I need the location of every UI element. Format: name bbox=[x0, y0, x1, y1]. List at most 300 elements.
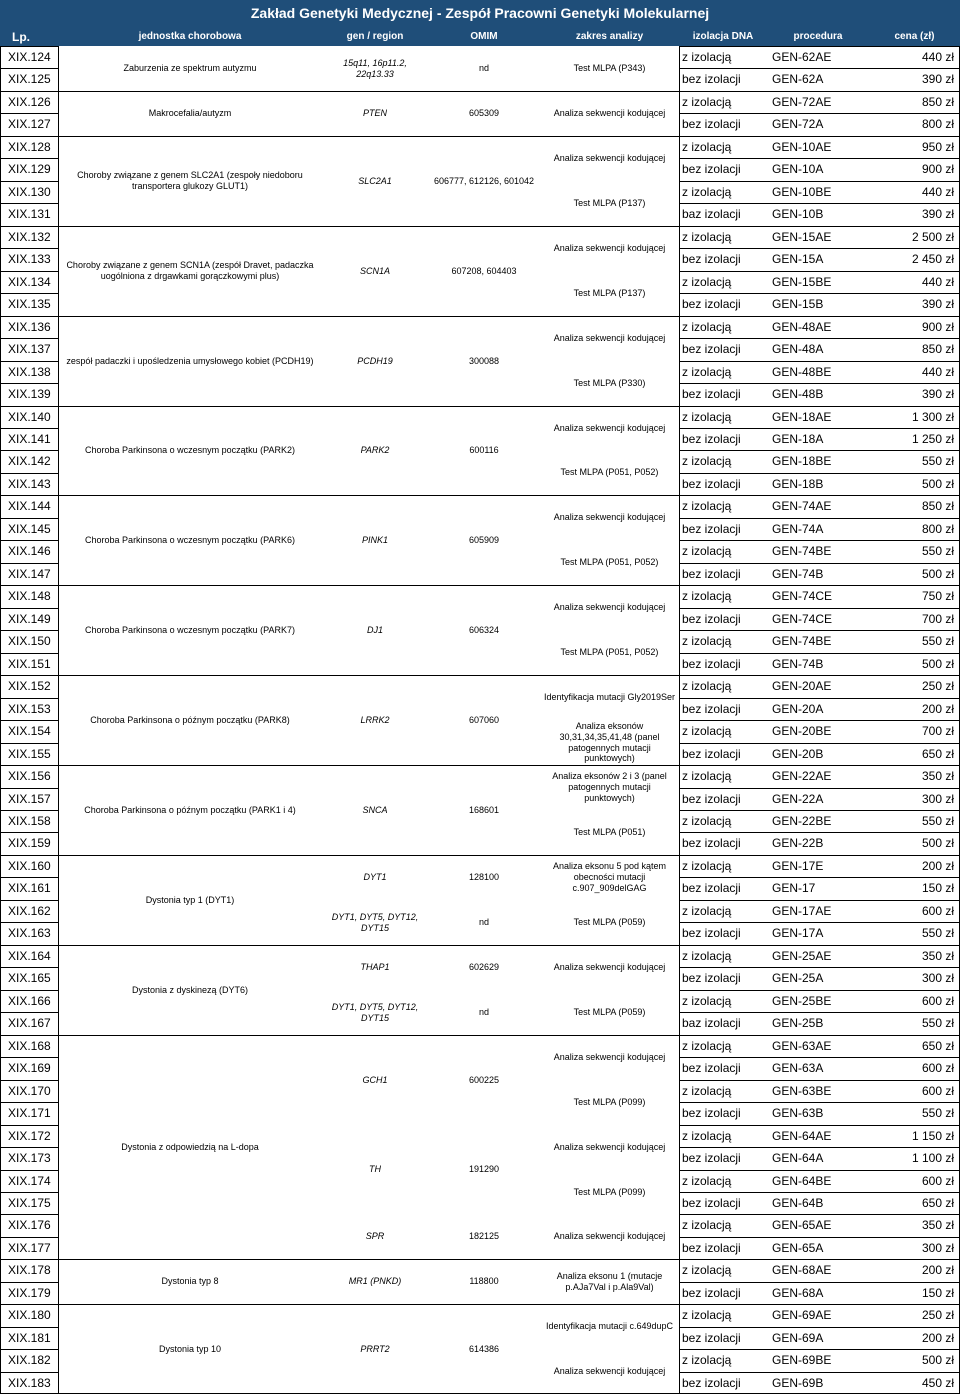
price-cell: 1 250 zł bbox=[911, 431, 954, 446]
row-divider bbox=[679, 1327, 960, 1328]
row-divider bbox=[0, 383, 58, 384]
group-divider bbox=[58, 855, 679, 856]
gene-region: 15q11, 16p11.2, 22q13.33 bbox=[343, 57, 407, 79]
row-number: XIX.140 bbox=[8, 409, 51, 424]
isolation-cell: bez izolacji bbox=[682, 162, 741, 177]
price-cell: 850 zł bbox=[921, 342, 954, 357]
isolation-cell: bez izolacji bbox=[682, 117, 741, 132]
row-divider bbox=[679, 1057, 960, 1058]
row-number: XIX.177 bbox=[8, 1240, 51, 1255]
price-cell: 600 zł bbox=[921, 903, 954, 918]
row-divider bbox=[0, 698, 58, 699]
procedure-code: GEN-20BE bbox=[772, 724, 832, 739]
analysis-scope: Analiza sekwencji kodującej bbox=[553, 962, 666, 973]
isolation-cell: bez izolacji bbox=[682, 701, 741, 716]
gene-region: PARK2 bbox=[360, 445, 390, 456]
price-cell: 550 zł bbox=[921, 454, 954, 469]
row-divider bbox=[679, 675, 960, 676]
row-divider bbox=[679, 113, 960, 114]
row-divider bbox=[0, 1259, 58, 1260]
procedure-code: GEN-63BE bbox=[772, 1083, 832, 1098]
price-cell: 500 zł bbox=[921, 476, 954, 491]
procedure-code: GEN-64AE bbox=[772, 1128, 832, 1143]
omim-number: nd bbox=[478, 63, 489, 74]
row-divider bbox=[0, 1035, 58, 1036]
row-divider bbox=[0, 91, 58, 92]
omim-number: 606324 bbox=[468, 624, 500, 635]
isolation-cell: bez izolacji bbox=[682, 836, 741, 851]
price-cell: 900 zł bbox=[921, 162, 954, 177]
omim-number: 128100 bbox=[468, 872, 500, 883]
analysis-scope: Analiza sekwencji kodującej bbox=[553, 422, 666, 433]
price-cell: 700 zł bbox=[921, 724, 954, 739]
row-number: XIX.145 bbox=[8, 521, 51, 536]
procedure-code: GEN-15BE bbox=[772, 274, 832, 289]
row-divider bbox=[0, 1192, 58, 1193]
gene-region: DYT1, DYT5, DYT12, DYT15 bbox=[331, 1001, 419, 1023]
isolation-cell: bez izolacji bbox=[682, 1240, 741, 1255]
row-divider bbox=[679, 1080, 960, 1081]
row-number: XIX.166 bbox=[8, 993, 51, 1008]
isolation-cell: bez izolacji bbox=[682, 746, 741, 761]
omim-number: 605309 bbox=[468, 108, 500, 119]
row-number: XIX.126 bbox=[8, 94, 51, 109]
analysis-scope: Analiza sekwencji kodującej bbox=[553, 1052, 666, 1063]
group-divider bbox=[58, 226, 679, 227]
procedure-code: GEN-74B bbox=[772, 566, 824, 581]
price-cell: 390 zł bbox=[921, 207, 954, 222]
row-divider bbox=[0, 113, 58, 114]
gene-region: GCH1 bbox=[362, 1074, 388, 1085]
row-number: XIX.131 bbox=[8, 207, 51, 222]
row-number: XIX.133 bbox=[8, 252, 51, 267]
row-divider bbox=[679, 203, 960, 204]
analysis-scope: Analiza sekwencji kodującej bbox=[553, 153, 666, 164]
group-divider bbox=[58, 1304, 679, 1305]
price-cell: 1 300 zł bbox=[911, 409, 954, 424]
isolation-cell: z izolacją bbox=[682, 634, 732, 649]
price-cell: 800 zł bbox=[921, 117, 954, 132]
row-divider bbox=[0, 720, 58, 721]
procedure-code: GEN-25AE bbox=[772, 948, 832, 963]
row-divider bbox=[0, 316, 58, 317]
isolation-cell: z izolacją bbox=[682, 589, 732, 604]
header-omim: OMIM bbox=[428, 27, 540, 46]
isolation-cell: z izolacją bbox=[682, 1353, 732, 1368]
gene-region: THAP1 bbox=[360, 962, 390, 973]
row-divider bbox=[0, 1349, 58, 1350]
row-number: XIX.183 bbox=[8, 1375, 51, 1390]
group-divider bbox=[58, 495, 679, 496]
omim-number: 607208, 604403 bbox=[451, 265, 517, 276]
procedure-code: GEN-18AE bbox=[772, 409, 832, 424]
row-number: XIX.167 bbox=[8, 1016, 51, 1031]
group-divider bbox=[58, 765, 679, 766]
isolation-cell: bez izolacji bbox=[682, 971, 741, 986]
procedure-code: GEN-17A bbox=[772, 926, 824, 941]
row-divider bbox=[679, 608, 960, 609]
isolation-cell: z izolacją bbox=[682, 364, 732, 379]
price-cell: 440 zł bbox=[921, 364, 954, 379]
row-divider bbox=[0, 181, 58, 182]
row-divider bbox=[679, 181, 960, 182]
row-divider bbox=[0, 450, 58, 451]
row-divider bbox=[0, 855, 58, 856]
row-divider bbox=[0, 1012, 58, 1013]
procedure-code: GEN-72AE bbox=[772, 94, 832, 109]
header-cena: cena (zł) bbox=[869, 27, 960, 46]
row-divider bbox=[0, 203, 58, 204]
row-divider bbox=[0, 1147, 58, 1148]
row-number: XIX.152 bbox=[8, 679, 51, 694]
omim-number: 600116 bbox=[469, 445, 499, 456]
disease-name: Choroba Parkinsona o późnym początku (PARK8) bbox=[90, 714, 290, 725]
procedure-code: GEN-10A bbox=[772, 162, 824, 177]
row-divider bbox=[0, 877, 58, 878]
row-divider bbox=[679, 1282, 960, 1283]
row-divider bbox=[679, 450, 960, 451]
row-divider bbox=[679, 585, 960, 586]
price-cell: 800 zł bbox=[921, 521, 954, 536]
row-divider bbox=[0, 1282, 58, 1283]
group-divider bbox=[58, 136, 679, 137]
group-divider bbox=[58, 316, 679, 317]
isolation-cell: bez izolacji bbox=[682, 611, 741, 626]
row-divider bbox=[679, 788, 960, 789]
group-divider bbox=[58, 91, 679, 92]
row-number: XIX.164 bbox=[8, 948, 51, 963]
row-number: XIX.135 bbox=[8, 297, 51, 312]
header-zakres: zakres analizy bbox=[540, 27, 679, 46]
isolation-cell: bez izolacji bbox=[682, 566, 741, 581]
row-divider bbox=[679, 900, 960, 901]
disease-name: Choroby związane z genem SLC2A1 (zespoły niedoboru transportera glukozy GLUT1) bbox=[77, 170, 303, 191]
row-divider bbox=[679, 428, 960, 429]
isolation-cell: bez izolacji bbox=[682, 1151, 741, 1166]
row-divider bbox=[679, 765, 960, 766]
omim-number: 182125 bbox=[468, 1231, 500, 1242]
isolation-cell: baz izolacji bbox=[682, 1016, 741, 1031]
procedure-code: GEN-74CE bbox=[772, 611, 833, 626]
row-divider bbox=[679, 1102, 960, 1103]
omim-number: 118800 bbox=[469, 1276, 499, 1287]
price-cell: 440 zł bbox=[921, 274, 954, 289]
group-divider bbox=[58, 406, 679, 407]
disease-name: Zaburzenia ze spektrum autyzmu bbox=[123, 63, 257, 74]
row-number: XIX.165 bbox=[8, 971, 51, 986]
isolation-cell: z izolacją bbox=[682, 184, 732, 199]
row-divider bbox=[679, 990, 960, 991]
row-divider bbox=[0, 563, 58, 564]
row-divider bbox=[679, 653, 960, 654]
price-cell: 440 zł bbox=[921, 49, 954, 64]
analysis-scope: Analiza eksonu 1 (mutacje p.AJa7Val i p.Ala9Val) bbox=[556, 1270, 663, 1292]
analysis-scope: Test MLPA (P051, P052) bbox=[560, 467, 659, 478]
row-divider bbox=[679, 1035, 960, 1036]
row-number: XIX.178 bbox=[8, 1263, 51, 1278]
procedure-code: GEN-15A bbox=[772, 252, 824, 267]
disease-name: Choroba Parkinsona o wczesnym początku (PARK2) bbox=[85, 445, 295, 456]
row-number: XIX.161 bbox=[8, 881, 51, 896]
isolation-cell: z izolacją bbox=[682, 1218, 732, 1233]
row-number: XIX.129 bbox=[8, 162, 51, 177]
isolation-cell: bez izolacji bbox=[682, 791, 741, 806]
row-divider bbox=[0, 788, 58, 789]
row-number: XIX.138 bbox=[8, 364, 51, 379]
isolation-cell: bez izolacji bbox=[682, 1330, 741, 1345]
isolation-cell: z izolacją bbox=[682, 1038, 732, 1053]
gene-region: LRRK2 bbox=[360, 714, 390, 725]
procedure-code: GEN-63B bbox=[772, 1106, 824, 1121]
row-divider bbox=[679, 1012, 960, 1013]
row-number: XIX.144 bbox=[8, 499, 51, 514]
price-cell: 500 zł bbox=[921, 656, 954, 671]
row-divider bbox=[0, 361, 58, 362]
procedure-code: GEN-22AE bbox=[772, 769, 832, 784]
price-cell: 300 zł bbox=[921, 971, 954, 986]
isolation-cell: bez izolacji bbox=[682, 926, 741, 941]
row-divider bbox=[0, 990, 58, 991]
procedure-code: GEN-69AE bbox=[772, 1308, 832, 1323]
analysis-scope: Test MLPA (P051, P052) bbox=[560, 647, 659, 658]
isolation-cell: z izolacją bbox=[682, 903, 732, 918]
analysis-scope: Test MLPA (P059) bbox=[573, 1007, 646, 1018]
analysis-scope: Analiza sekwencji kodującej bbox=[553, 1366, 666, 1377]
procedure-code: GEN-25BE bbox=[772, 993, 832, 1008]
price-cell: 1 100 zł bbox=[911, 1151, 954, 1166]
procedure-code: GEN-63A bbox=[772, 1061, 824, 1076]
row-number: XIX.172 bbox=[8, 1128, 51, 1143]
row-divider bbox=[0, 967, 58, 968]
row-divider bbox=[679, 271, 960, 272]
price-cell: 390 zł bbox=[921, 387, 954, 402]
isolation-cell: z izolacją bbox=[682, 49, 732, 64]
disease-name: zespół padaczki i upośledzenia umysłowego kobiet (PCDH19) bbox=[66, 355, 314, 366]
price-cell: 2 450 zł bbox=[911, 252, 954, 267]
header-gene: gen / region bbox=[322, 27, 428, 46]
analysis-scope: Analiza sekwencji kodującej bbox=[553, 1142, 666, 1153]
isolation-cell: z izolacją bbox=[682, 993, 732, 1008]
price-cell: 950 zł bbox=[921, 139, 954, 154]
price-cell: 440 zł bbox=[921, 184, 954, 199]
row-number: XIX.158 bbox=[8, 813, 51, 828]
row-divider bbox=[679, 540, 960, 541]
isolation-cell: z izolacją bbox=[682, 274, 732, 289]
row-divider bbox=[0, 900, 58, 901]
row-divider bbox=[0, 136, 58, 137]
gene-region: PRRT2 bbox=[360, 1343, 390, 1354]
price-cell: 550 zł bbox=[921, 1016, 954, 1031]
isolation-cell: bez izolacji bbox=[682, 476, 741, 491]
isolation-cell: z izolacją bbox=[682, 499, 732, 514]
price-cell: 750 zł bbox=[921, 589, 954, 604]
group-divider bbox=[58, 675, 679, 676]
row-divider bbox=[0, 832, 58, 833]
row-divider bbox=[679, 293, 960, 294]
isolation-cell: bez izolacji bbox=[682, 1106, 741, 1121]
disease-name: Dystonia typ 10 bbox=[158, 1343, 222, 1354]
row-number: XIX.179 bbox=[8, 1285, 51, 1300]
row-number: XIX.156 bbox=[8, 769, 51, 784]
price-cell: 150 zł bbox=[921, 881, 954, 896]
price-cell: 1 150 zł bbox=[911, 1128, 954, 1143]
row-number: XIX.168 bbox=[8, 1038, 51, 1053]
row-divider bbox=[679, 473, 960, 474]
gene-region: DYT1, DYT5, DYT12, DYT15 bbox=[331, 911, 419, 933]
group-divider bbox=[58, 945, 679, 946]
gene-region: PINK1 bbox=[361, 534, 388, 545]
row-number: XIX.163 bbox=[8, 926, 51, 941]
procedure-code: GEN-74CE bbox=[772, 589, 833, 604]
row-divider bbox=[679, 967, 960, 968]
isolation-cell: z izolacją bbox=[682, 1083, 732, 1098]
procedure-code: GEN-68AE bbox=[772, 1263, 832, 1278]
procedure-code: GEN-65A bbox=[772, 1240, 824, 1255]
group-divider bbox=[58, 1035, 679, 1036]
row-divider bbox=[679, 1349, 960, 1350]
row-divider bbox=[679, 1214, 960, 1215]
procedure-code: GEN-69B bbox=[772, 1375, 824, 1390]
isolation-cell: bez izolacji bbox=[682, 656, 741, 671]
isolation-cell: z izolacją bbox=[682, 858, 732, 873]
row-divider bbox=[679, 518, 960, 519]
isolation-cell: z izolacją bbox=[682, 229, 732, 244]
procedure-code: GEN-74B bbox=[772, 656, 824, 671]
row-divider bbox=[679, 810, 960, 811]
procedure-code: GEN-63AE bbox=[772, 1038, 832, 1053]
row-divider bbox=[679, 91, 960, 92]
omim-number: 191290 bbox=[468, 1164, 500, 1175]
disease-name: Dystonia typ 1 (DYT1) bbox=[145, 894, 235, 905]
price-cell: 350 zł bbox=[921, 948, 954, 963]
isolation-cell: z izolacją bbox=[682, 454, 732, 469]
row-divider bbox=[679, 1125, 960, 1126]
analysis-scope: Analiza sekwencji kodującej bbox=[553, 108, 666, 119]
procedure-code: GEN-68A bbox=[772, 1285, 824, 1300]
procedure-code: GEN-69BE bbox=[772, 1353, 832, 1368]
row-divider bbox=[0, 1214, 58, 1215]
price-cell: 300 zł bbox=[921, 1240, 954, 1255]
row-number: XIX.174 bbox=[8, 1173, 51, 1188]
row-divider bbox=[0, 945, 58, 946]
procedure-code: GEN-10AE bbox=[772, 139, 832, 154]
row-divider bbox=[679, 406, 960, 407]
row-divider bbox=[0, 630, 58, 631]
procedure-code: GEN-22B bbox=[772, 836, 824, 851]
row-divider bbox=[0, 1080, 58, 1081]
disease-name: Choroby związane z genem SCN1A (zespół Dravet, padaczka uogólniona z drgawkami gorączkowymi plus) bbox=[66, 260, 314, 281]
price-cell: 390 zł bbox=[921, 72, 954, 87]
procedure-code: GEN-62A bbox=[772, 72, 824, 87]
omim-number: 605909 bbox=[468, 534, 500, 545]
price-cell: 650 zł bbox=[921, 1195, 954, 1210]
price-cell: 600 zł bbox=[921, 1083, 954, 1098]
procedure-code: GEN-69A bbox=[772, 1330, 824, 1345]
row-number: XIX.173 bbox=[8, 1151, 51, 1166]
isolation-cell: bez izolacji bbox=[682, 521, 741, 536]
row-divider bbox=[0, 540, 58, 541]
price-cell: 900 zł bbox=[921, 319, 954, 334]
procedure-code: GEN-48A bbox=[772, 342, 824, 357]
omim-number: 300088 bbox=[468, 355, 500, 366]
procedure-code: GEN-20AE bbox=[772, 679, 832, 694]
header-izolacja: izolacja DNA bbox=[679, 27, 767, 46]
isolation-cell: bez izolacji bbox=[682, 431, 741, 446]
row-divider bbox=[679, 563, 960, 564]
row-number: XIX.124 bbox=[8, 49, 51, 64]
price-cell: 550 zł bbox=[921, 544, 954, 559]
price-cell: 390 zł bbox=[921, 297, 954, 312]
row-number: XIX.154 bbox=[8, 724, 51, 739]
price-cell: 200 zł bbox=[921, 1263, 954, 1278]
procedure-code: GEN-74BE bbox=[772, 634, 832, 649]
disease-name: Dystonia z dyskinezą (DYT6) bbox=[131, 984, 249, 995]
row-number: XIX.170 bbox=[8, 1083, 51, 1098]
isolation-cell: bez izolacji bbox=[682, 881, 741, 896]
row-divider bbox=[679, 383, 960, 384]
row-number: XIX.150 bbox=[8, 634, 51, 649]
disease-name: Choroba Parkinsona o wczesnym początku (PARK6) bbox=[85, 534, 295, 545]
row-divider bbox=[0, 495, 58, 496]
header-disease: jednostka chorobowa bbox=[58, 27, 322, 46]
analysis-scope: Test MLPA (P051) bbox=[573, 827, 646, 838]
isolation-cell: bez izolacji bbox=[682, 297, 741, 312]
isolation-cell: z izolacją bbox=[682, 319, 732, 334]
row-number: XIX.134 bbox=[8, 274, 51, 289]
analysis-scope: Test MLPA (P099) bbox=[573, 1097, 646, 1108]
row-divider bbox=[679, 630, 960, 631]
price-cell: 350 zł bbox=[921, 1218, 954, 1233]
group-divider bbox=[58, 1259, 679, 1260]
row-number: XIX.146 bbox=[8, 544, 51, 559]
isolation-cell: z izolacją bbox=[682, 813, 732, 828]
row-number: XIX.136 bbox=[8, 319, 51, 334]
row-number: XIX.160 bbox=[8, 858, 51, 873]
row-divider bbox=[0, 743, 58, 744]
analysis-scope: Analiza eksonu 5 pod kątem obecności mutacji c.907_909delGAG bbox=[552, 861, 667, 893]
isolation-cell: z izolacją bbox=[682, 679, 732, 694]
column-divider bbox=[679, 46, 680, 1394]
row-divider bbox=[0, 46, 58, 47]
isolation-cell: baz izolacji bbox=[682, 207, 741, 222]
disease-name: Dystonia z odpowiedzią na L-dopa bbox=[121, 1141, 259, 1152]
procedure-code: GEN-18A bbox=[772, 431, 824, 446]
procedure-code: GEN-10BE bbox=[772, 184, 832, 199]
procedure-code: GEN-74AE bbox=[772, 499, 832, 514]
row-divider bbox=[0, 1170, 58, 1171]
price-cell: 550 zł bbox=[921, 1106, 954, 1121]
price-cell: 650 zł bbox=[921, 746, 954, 761]
column-divider bbox=[58, 46, 59, 1394]
row-number: XIX.139 bbox=[8, 387, 51, 402]
procedure-code: GEN-18B bbox=[772, 476, 824, 491]
row-divider bbox=[679, 1304, 960, 1305]
row-number: XIX.182 bbox=[8, 1353, 51, 1368]
row-divider bbox=[679, 922, 960, 923]
row-number: XIX.125 bbox=[8, 72, 51, 87]
row-number: XIX.159 bbox=[8, 836, 51, 851]
row-divider bbox=[679, 361, 960, 362]
procedure-code: GEN-64B bbox=[772, 1195, 824, 1210]
isolation-cell: z izolacją bbox=[682, 1128, 732, 1143]
row-number: XIX.127 bbox=[8, 117, 51, 132]
price-cell: 200 zł bbox=[921, 1330, 954, 1345]
disease-name: Choroba Parkinsona o wczesnym początku (PARK7) bbox=[85, 624, 295, 635]
procedure-code: GEN-20B bbox=[772, 746, 824, 761]
isolation-cell: z izolacją bbox=[682, 139, 732, 154]
gene-region: PTEN bbox=[362, 108, 387, 119]
analysis-scope: Test MLPA (P137) bbox=[573, 288, 646, 299]
